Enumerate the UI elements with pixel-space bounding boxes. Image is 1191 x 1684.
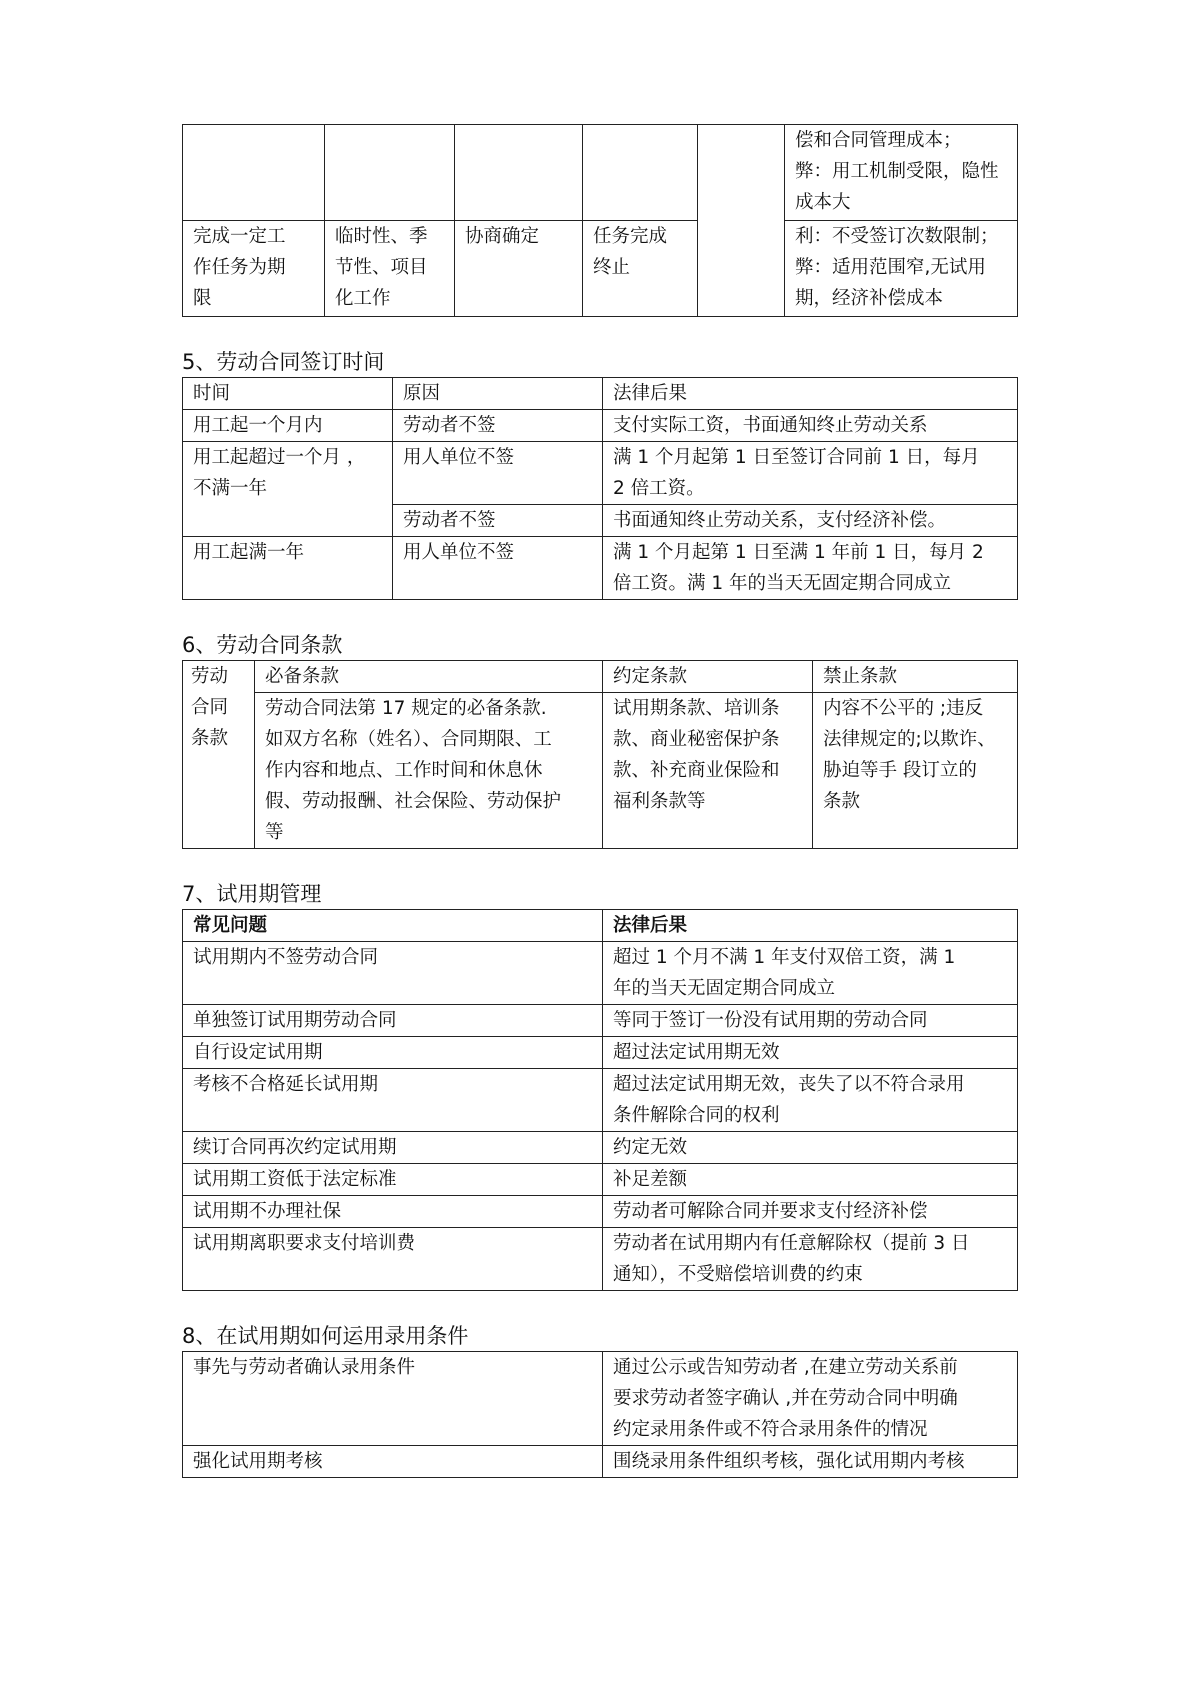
- table-cell: 自行设定试用期: [183, 1037, 603, 1069]
- table-row: [183, 1069, 1018, 1132]
- contract-type-table: [182, 124, 1018, 317]
- table-cell: [183, 125, 325, 221]
- table-cell: 劳动者不签: [393, 505, 603, 537]
- table-row: [183, 1446, 1018, 1478]
- section-title: 8、在试用期如何运用录用条件: [182, 1324, 469, 1348]
- table-cell: 试用期内不签劳动合同: [183, 942, 603, 1005]
- table-row: [183, 442, 1018, 505]
- table-row: [183, 221, 1018, 317]
- table-cell: 强化试用期考核: [183, 1446, 603, 1478]
- table-cell: [455, 125, 583, 221]
- table-cell: 劳动者可解除合同并要求支付经济补偿: [603, 1196, 1018, 1228]
- table-cell: 内容不公平的 ;违反 法律规定的;以欺诈、 胁迫等手 段订立的 条款: [813, 693, 1018, 849]
- table-cell: 劳动者在试用期内有任意解除权（提前 3 日 通知），不受赔偿培训费的约束: [603, 1228, 1018, 1291]
- table-row: [183, 1352, 1018, 1446]
- table-row: [183, 1196, 1018, 1228]
- table-cell: 约定无效: [603, 1132, 1018, 1164]
- table-cell: 围绕录用条件组织考核，强化试用期内考核: [603, 1446, 1018, 1478]
- hiring-conditions-table: [182, 1351, 1018, 1478]
- table-cell: 书面通知终止劳动关系，支付经济补偿。: [603, 505, 1018, 537]
- table-cell: [698, 125, 785, 317]
- table-row: [183, 693, 1018, 849]
- table-cell: 试用期不办理社保: [183, 1196, 603, 1228]
- table-row: [183, 1164, 1018, 1196]
- table-cell: 超过 1 个月不满 1 年支付双倍工资，满 1 年的当天无固定期合同成立: [603, 942, 1018, 1005]
- table-row: [183, 1132, 1018, 1164]
- column-header: 常见问题: [183, 910, 603, 942]
- table-row: [183, 1228, 1018, 1291]
- table-cell: 临时性、季 节性、项目 化工作: [325, 221, 455, 317]
- table-cell: 劳动合同法第 17 规定的必备条款. 如双方名称（姓名）、合同期限、工 作内容和地点、工作时间和休息休 假、劳动报酬、社会保险、劳动保护 等: [255, 693, 603, 849]
- table-cell: 事先与劳动者确认录用条件: [183, 1352, 603, 1446]
- table-cell: 超过法定试用期无效，丧失了以不符合录用 条件解除合同的权利: [603, 1069, 1018, 1132]
- table-cell: 协商确定: [455, 221, 583, 317]
- table-cell: 用人单位不签: [393, 537, 603, 600]
- column-header: 法律后果: [603, 378, 1018, 410]
- table-row: [183, 125, 1018, 221]
- table-row: [183, 1037, 1018, 1069]
- column-header: 法律后果: [603, 910, 1018, 942]
- table-row: [183, 537, 1018, 600]
- table-cell: 用工起超过一个月 ， 不满一年: [183, 442, 393, 537]
- column-header: 约定条款: [603, 661, 813, 693]
- table-cell: 考核不合格延长试用期: [183, 1069, 603, 1132]
- table-cell: 用人单位不签: [393, 442, 603, 505]
- table-cell: 试用期离职要求支付培训费: [183, 1228, 603, 1291]
- table-cell: 续订合同再次约定试用期: [183, 1132, 603, 1164]
- table-cell: 支付实际工资，书面通知终止劳动关系: [603, 410, 1018, 442]
- table-cell: [583, 125, 698, 221]
- table-row: [183, 942, 1018, 1005]
- probation-table: [182, 909, 1018, 1291]
- table-cell: 等同于签订一份没有试用期的劳动合同: [603, 1005, 1018, 1037]
- column-header: 必备条款: [255, 661, 603, 693]
- section-title: 6、劳动合同条款: [182, 633, 343, 657]
- table-row: [183, 410, 1018, 442]
- table-cell: 利：不受签订次数限制； 弊：适用范围窄,无试用 期，经济补偿成本: [785, 221, 1018, 317]
- row-label: 劳动 合同 条款: [183, 661, 255, 849]
- table-cell: 通过公示或告知劳动者 ,在建立劳动关系前 要求劳动者签字确认 ,并在劳动合同中明确 约定录用条件或不符合录用条件的情况: [603, 1352, 1018, 1446]
- table-cell: [325, 125, 455, 221]
- table-cell: 劳动者不签: [393, 410, 603, 442]
- table-header-row: [183, 661, 1018, 693]
- signing-time-table: [182, 377, 1018, 600]
- table-cell: 偿和合同管理成本； 弊：用工机制受限，隐性 成本大: [785, 125, 1018, 221]
- table-cell: 任务完成 终止: [583, 221, 698, 317]
- table-cell: 满 1 个月起第 1 日至满 1 年前 1 日，每月 2 倍工资。满 1 年的当天无固定期合同成立: [603, 537, 1018, 600]
- table-cell: 试用期工资低于法定标准: [183, 1164, 603, 1196]
- table-cell: 用工起一个月内: [183, 410, 393, 442]
- table-cell: 用工起满一年: [183, 537, 393, 600]
- table-cell: 单独签订试用期劳动合同: [183, 1005, 603, 1037]
- table-cell: 超过法定试用期无效: [603, 1037, 1018, 1069]
- column-header: 禁止条款: [813, 661, 1018, 693]
- table-cell: 试用期条款、培训条 款、商业秘密保护条 款、补充商业保险和 福利条款等: [603, 693, 813, 849]
- column-header: 时间: [183, 378, 393, 410]
- table-cell: 补足差额: [603, 1164, 1018, 1196]
- table-header-row: [183, 378, 1018, 410]
- column-header: 原因: [393, 378, 603, 410]
- contract-clauses-table: [182, 660, 1018, 849]
- section-title: 7、试用期管理: [182, 882, 322, 906]
- section-title: 5、劳动合同签订时间: [182, 350, 385, 374]
- document-page: [182, 124, 1017, 1478]
- table-cell: 完成一定工 作任务为期 限: [183, 221, 325, 317]
- table-row: [183, 1005, 1018, 1037]
- table-header-row: [183, 910, 1018, 942]
- table-cell: 满 1 个月起第 1 日至签订合同前 1 日，每月 2 倍工资。: [603, 442, 1018, 505]
